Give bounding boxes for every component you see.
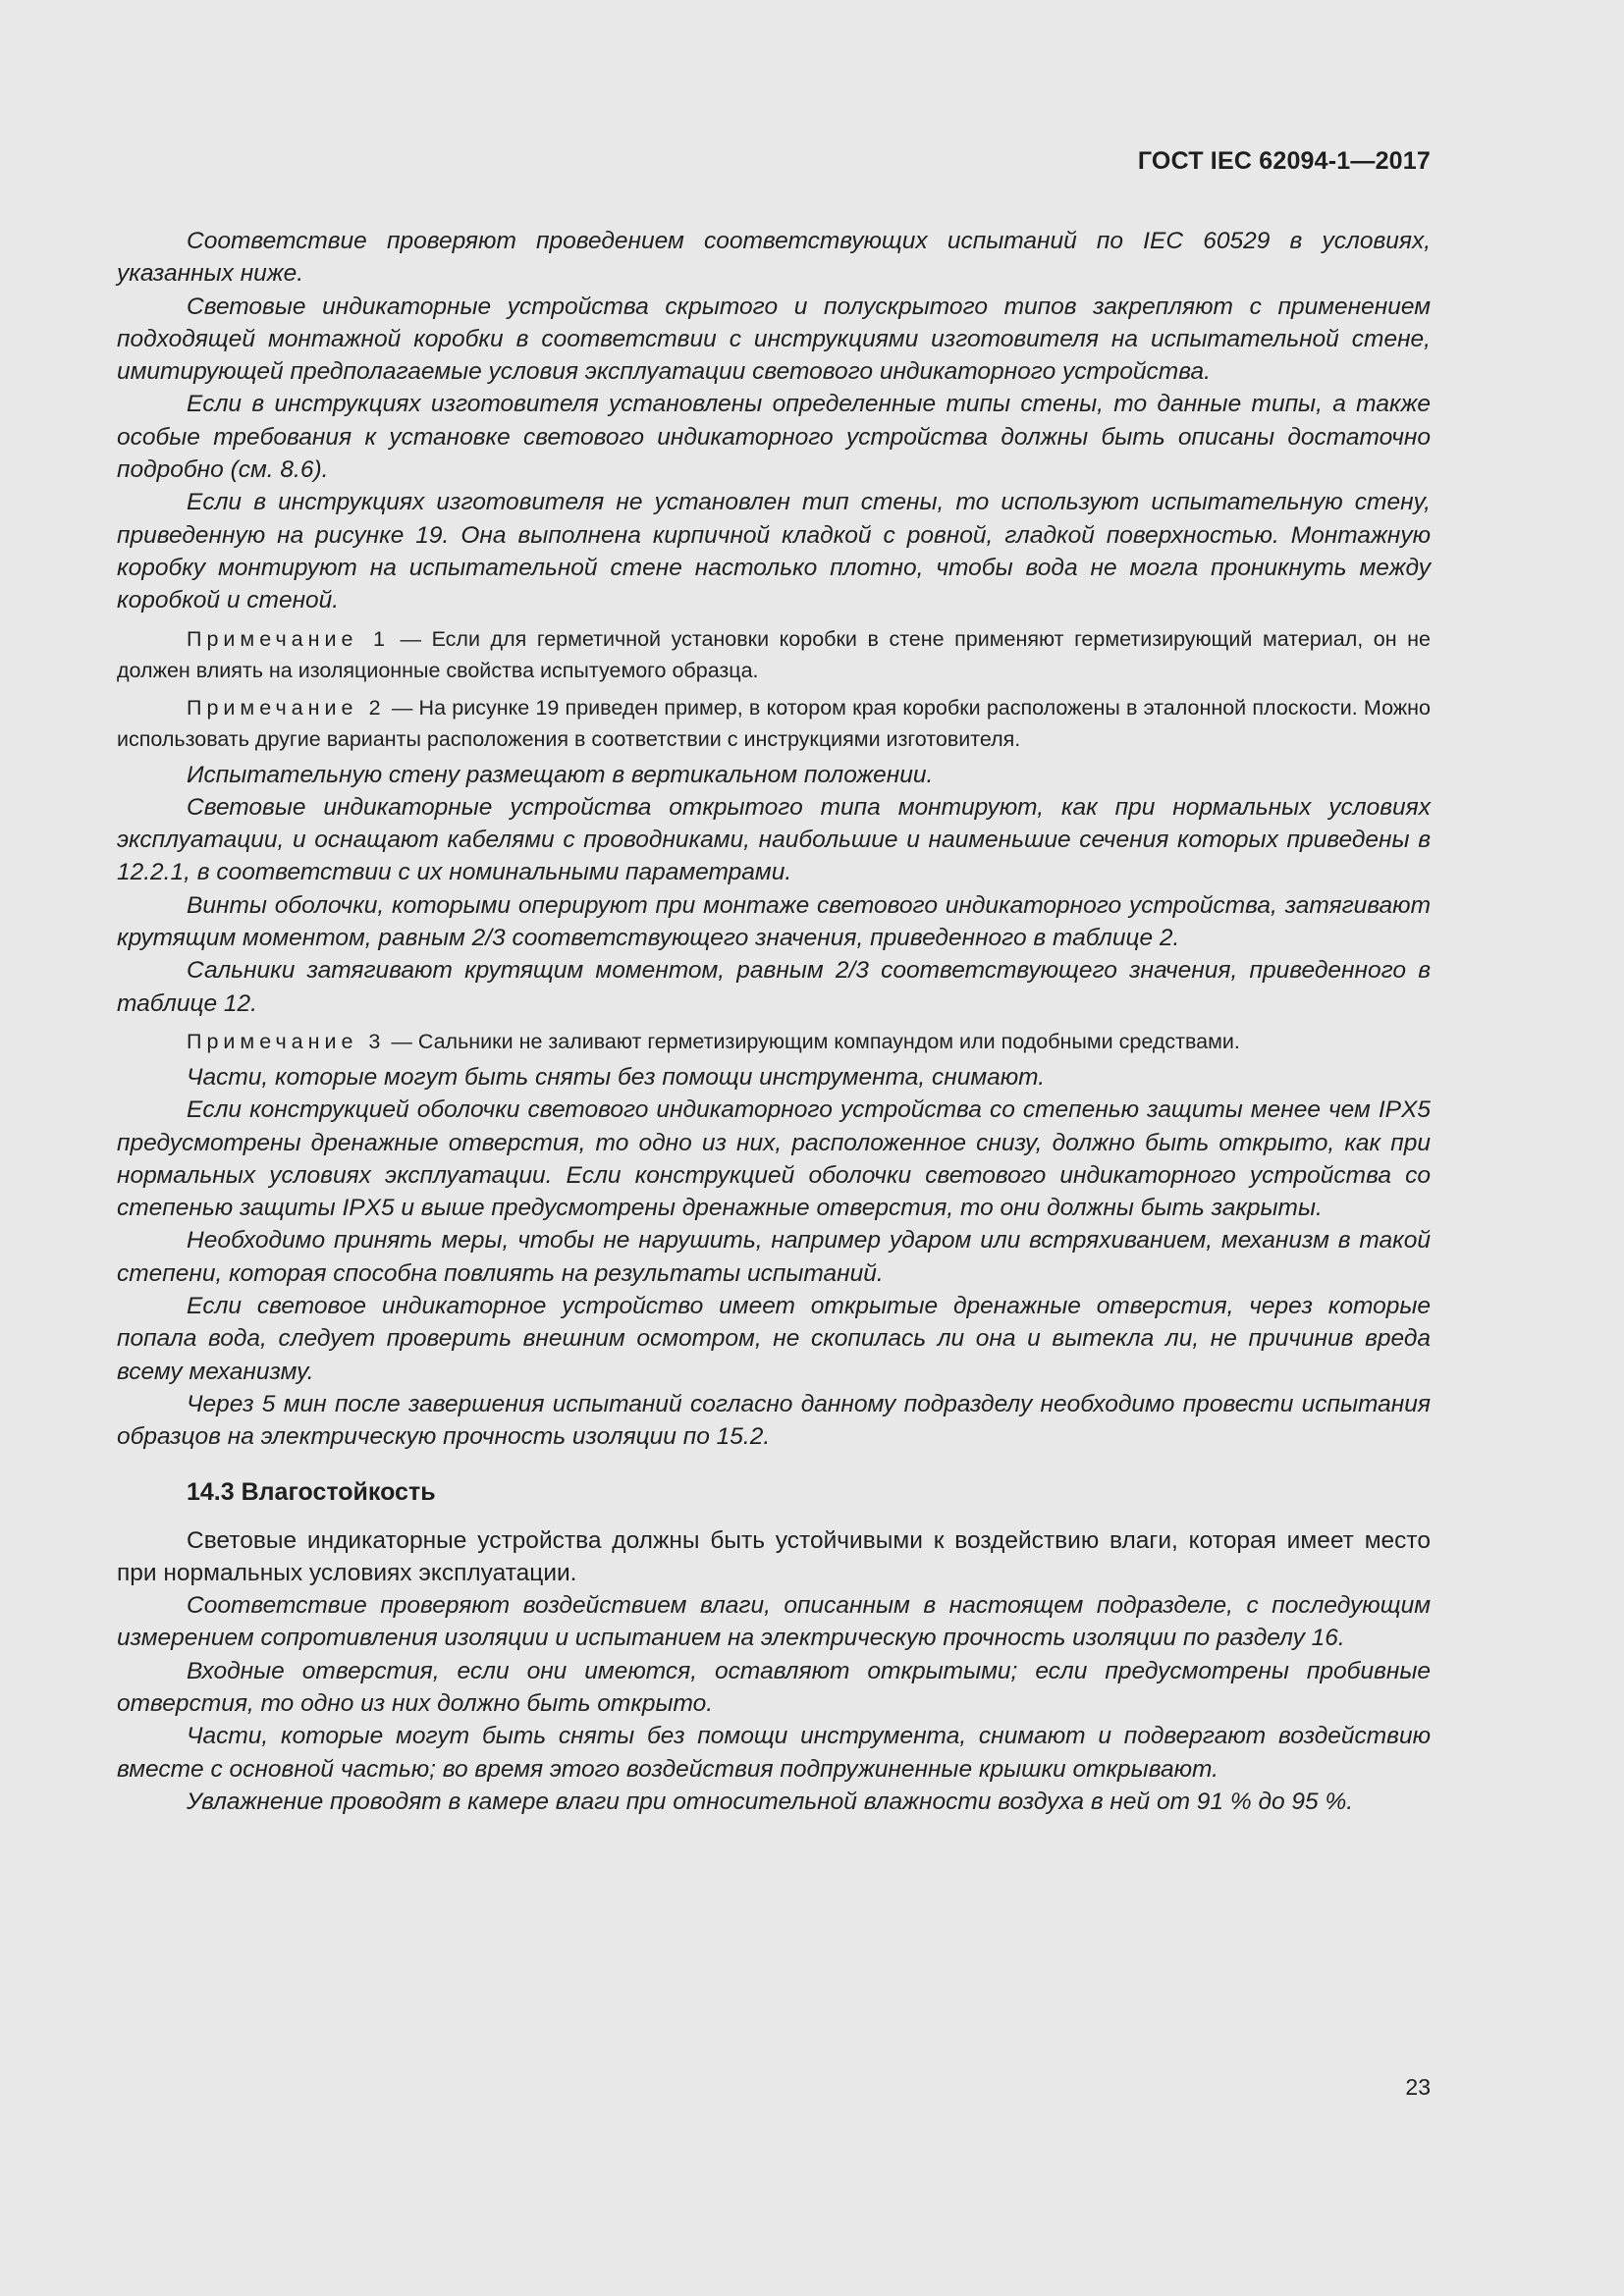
note-text: — Сальники не заливают герметизирующим компаундом или подобными средствами. — [385, 1029, 1240, 1053]
paragraph: Увлажнение проводят в камере влаги при относительной влажности воздуха в ней от 91 % до 95 %. — [187, 1788, 1354, 1815]
note-label: Примечание 1 — [187, 626, 390, 651]
note-3 — [117, 1026, 1431, 1057]
note-1 — [117, 623, 1431, 686]
note-text: — На рисунке 19 приведен пример, в котором края коробки расположены в эталонной плоскости. Можно использовать другие варианты расположения в соответствии с инструкциями изготовителя. — [117, 695, 1432, 751]
page-body — [117, 225, 1431, 1818]
paragraph: Части, которые могут быть сняты без помощи инструмента, снимают. — [187, 1063, 1046, 1091]
paragraph: Через 5 мин после завершения испытаний согласно данному подразделу необходимо провести испытания образцов на электрическую прочность изоляции по 15.2. — [117, 1390, 1431, 1451]
paragraph: Если в инструкциях изготовителя не установлен тип стены, то используют испытательную стену, приведенную на рисунке 19. Она выполнена кирпичной кладкой с ровной, гладкой поверхностью. Монтажную коробку монтируют на испытательной стене настолько плотно, чтобы вода не могла проникнуть между коробкой и стеной. — [117, 489, 1431, 614]
paragraph: Если конструкцией оболочки светового индикаторного устройства со степенью защиты менее чем IPX5 предусмотрены дренажные отверстия, то одно из них, расположенное снизу, должно быть открыто, как при нормальных условиях эксплуатации. Если конструкцией оболочки светового индикаторного устройства со степенью защиты IPX5 и выше предусмотрены дренажные отверстия, то они должны быть закрыты. — [117, 1096, 1431, 1222]
note-label: Примечание 2 — [187, 695, 386, 720]
paragraph: Испытательную стену размещают в вертикальном положении. — [187, 761, 934, 788]
paragraph: Если в инструкциях изготовителя установлены определенные типы стены, то данные типы, а также особые требования к установке светового индикаторного устройства должны быть описаны достаточно подробно (см. 8.6). — [117, 391, 1431, 484]
paragraph: Световые индикаторные устройства открытого типа монтируют, как при нормальных условиях эксплуатации, и оснащают кабелями с проводниками, наибольшие и наименьшие сечения которых приведены в 12.2.1, в соответствии с их номинальными параметрами. — [117, 793, 1431, 886]
paragraph: Световые индикаторные устройства скрытого и полускрытого типов закрепляют с применением подходящей монтажной коробки в соответствии с инструкциями изготовителя на испытательной стене, имитирующей предполагаемые условия эксплуатации светового индикаторного устройства. — [117, 293, 1431, 386]
note-label: Примечание 3 — [187, 1029, 386, 1053]
paragraph: Сальники затягивают крутящим моментом, равным 2/3 соответствующего значения, приведенного в таблице 12. — [117, 957, 1431, 1017]
paragraph: Входные отверстия, если они имеются, оставляют открытыми; если предусмотрены пробивные отверстия, то одно из них должно быть открыто. — [117, 1657, 1431, 1717]
paragraph: Соответствие проверяют проведением соответствующих испытаний по IEC 60529 в условиях, указанных ниже. — [117, 228, 1431, 288]
section-heading: 14.3 Влагостойкость — [187, 1477, 436, 1506]
paragraph: Необходимо принять меры, чтобы не нарушить, например ударом или встряхиванием, механизм в такой степени, которая способна повлиять на результаты испытаний. — [117, 1227, 1431, 1287]
paragraph: Световые индикаторные устройства должны быть устойчивыми к воздействию влаги, которая имеет место при нормальных условиях эксплуатации. — [117, 1526, 1431, 1586]
note-2 — [117, 692, 1431, 755]
paragraph: Если световое индикаторное устройство имеет открытые дренажные отверстия, через которые попала вода, следует проверить внешним осмотром, не скопилась ли она и вытекла ли, не причинив вреда всему механизму. — [117, 1293, 1431, 1385]
paragraph: Соответствие проверяют воздействием влаги, описанным в настоящем подразделе, с последующим измерением сопротивления изоляции и испытанием на электрическую прочность изоляции по разделу 16. — [117, 1592, 1431, 1652]
note-text: — Если для герметичной установки коробки в стене применяют герметизирующий материал, он не должен влиять на изоляционные свойства испытуемого образца. — [117, 626, 1432, 682]
page-number: 23 — [1405, 2074, 1431, 2100]
standard-designation: ГОСТ IEC 62094-1—2017 — [1137, 147, 1431, 175]
paragraph: Винты оболочки, которыми оперируют при монтаже светового индикаторного устройства, затягивают крутящим моментом, равным 2/3 соответствующего значения, приведенного в таблице 2. — [117, 891, 1431, 952]
paragraph: Части, которые могут быть сняты без помощи инструмента, снимают и подвергают воздействию вместе с основной частью; во время этого воздействия подпружиненные крышки открывают. — [117, 1723, 1431, 1783]
